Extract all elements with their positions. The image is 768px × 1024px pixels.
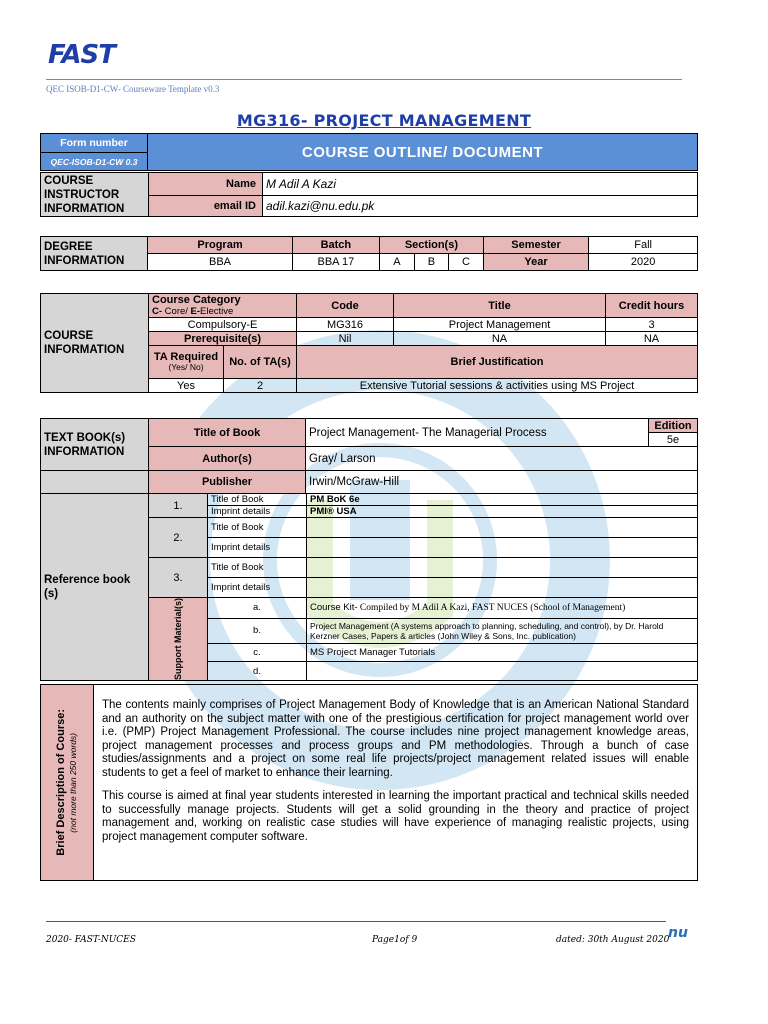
edition-value: 5e — [649, 433, 698, 447]
category-core: Core/ — [162, 305, 191, 317]
ta-required-header — [149, 346, 224, 379]
ref-3-imprint — [307, 578, 698, 598]
code-label: Code — [297, 294, 394, 318]
prereq-label: Prerequisite(s) — [149, 332, 297, 346]
form-code: QEC-ISOB-D1-CW 0.3 — [41, 153, 148, 171]
batch-value: BBA 17 — [292, 254, 379, 271]
ta-required-value: Yes — [149, 379, 224, 393]
support-c-text: MS Project Manager Tutorials — [307, 643, 698, 662]
category-c: C- — [152, 305, 163, 317]
page-title: MG316- PROJECT MANAGEMENT — [236, 111, 532, 130]
instructor-email: adil.kazi@nu.edu.pk — [263, 196, 698, 217]
support-material-label: Support Material(s) — [173, 598, 183, 681]
support-a-text — [307, 598, 698, 619]
header-rule — [46, 79, 682, 80]
reference-table — [40, 493, 698, 681]
instructor-name: M Adil A Kazi — [263, 173, 698, 196]
name-label: Name — [149, 173, 263, 196]
ref-1-imprint-label: Imprint details — [208, 506, 307, 518]
description-table — [40, 684, 698, 881]
footer-date: dated: 30th August 2020 — [556, 935, 670, 945]
ta-count-value: 2 — [224, 379, 297, 393]
support-d-text — [307, 662, 698, 681]
category-e: E- — [190, 305, 201, 317]
ref-3-imprint-label: Imprint details — [208, 578, 307, 598]
template-version: QEC ISOB-D1-CW- Courseware Template v0.3 — [46, 84, 220, 94]
support-a-lead: Course Kit- — [310, 602, 358, 614]
fast-logo: FAST — [48, 40, 115, 70]
ref-2-imprint — [307, 538, 698, 558]
degree-section-label: DEGREE INFORMATION — [41, 237, 148, 271]
section-b: B — [414, 254, 449, 271]
category-value: Compulsory-E — [149, 318, 297, 332]
ref-3-title-label: Title of Book — [208, 558, 307, 578]
ref-1-title-label: Title of Book — [208, 494, 307, 506]
batch-label: Batch — [292, 237, 379, 254]
ref-3-num: 3. — [149, 558, 208, 598]
publisher-label: Publisher — [149, 471, 306, 494]
category-header — [149, 294, 297, 318]
ref-2-num: 2. — [149, 518, 208, 558]
ta-required-label: TA Required — [153, 351, 219, 363]
sections-label: Section(s) — [380, 237, 484, 254]
credit-value: 3 — [606, 318, 698, 332]
semester-label: Semester — [483, 237, 589, 254]
book-title-label: Title of Book — [149, 419, 306, 447]
year-label: Year — [483, 254, 589, 271]
book-title-value: Project Management- The Managerial Process — [306, 419, 649, 447]
program-value: BBA — [148, 254, 292, 271]
nu-logo: nu — [668, 925, 688, 941]
support-b-text: Project Management (A systems approach to planning, scheduling, and control), by Dr. Harold Kerzner Cases, Papers & articles (John Wiley & Sons, Inc. publication) — [307, 618, 698, 643]
support-b-letter: b. — [208, 618, 307, 643]
prereq-credit: NA — [606, 332, 698, 346]
description-paragraph-1: The contents mainly comprises of Project Management Body of Knowledge that is an American National Standard and an authority on the subject matter with one of the prestigious certification for project management world over i.e. (PMP) Project Management Professional. The course includes nine project management knowledge areas, project management processes and process groups and PM methodologies. Through a bunch of case studies/assignments and a project on some real life projects/project management related issues will enable students to get a feel of market to enhance their learning. — [102, 699, 689, 779]
prereq-code: Nil — [297, 332, 394, 346]
support-c-letter: c. — [208, 643, 307, 662]
code-value: MG316 — [297, 318, 394, 332]
description-sub: (not more than 250 words) — [68, 732, 78, 833]
semester-value: Fall — [589, 237, 698, 254]
degree-table — [40, 236, 698, 271]
ref-1-imprint: PMI® USA — [307, 506, 698, 518]
author-label: Author(s) — [149, 447, 306, 471]
ref-1-num: 1. — [149, 494, 208, 518]
category-label: Course Category — [152, 293, 241, 306]
author-value: Gray/ Larson — [306, 447, 698, 471]
section-c: C — [449, 254, 484, 271]
ref-3-title — [307, 558, 698, 578]
edition-label: Edition — [649, 419, 698, 433]
year-value: 2020 — [589, 254, 698, 271]
justification-value: Extensive Tutorial sessions & activities using MS Project — [297, 379, 698, 393]
prereq-title: NA — [394, 332, 606, 346]
footer-rule — [46, 921, 666, 922]
instructor-section-label: COURSE INSTRUCTOR INFORMATION — [41, 173, 149, 217]
support-a-body: Compiled by M Adil A Kazi, FAST NUCES (School of Management) — [357, 603, 626, 614]
support-material-label-cell — [149, 598, 208, 681]
description-label-cell — [41, 685, 94, 881]
ref-2-imprint-label: Imprint details — [208, 538, 307, 558]
support-d-letter: d. — [208, 662, 307, 681]
form-header-table — [40, 133, 698, 171]
ta-required-sub: (Yes/ No) — [168, 362, 204, 372]
textbook-label-spacer — [41, 471, 149, 494]
footer-page: Page1of 9 — [372, 935, 418, 945]
textbook-table — [40, 418, 698, 494]
ta-count-label: No. of TA(s) — [224, 346, 297, 379]
instructor-table — [40, 172, 698, 217]
footer-left: 2020- FAST-NUCES — [46, 935, 136, 945]
support-a-letter: a. — [208, 598, 307, 619]
ref-2-title-label: Title of Book — [208, 518, 307, 538]
course-outline-title: COURSE OUTLINE/ DOCUMENT — [148, 134, 698, 171]
publisher-value: Irwin/McGraw-Hill — [306, 471, 698, 494]
course-title-value: Project Management — [394, 318, 606, 332]
section-a: A — [380, 254, 415, 271]
description-body — [94, 685, 698, 881]
category-elective: Elective — [200, 305, 234, 317]
reference-section-label: Reference book (s) — [41, 494, 149, 681]
email-label: email ID — [149, 196, 263, 217]
credit-label: Credit hours — [606, 294, 698, 318]
description-label: Brief Description of Course: — [55, 709, 67, 856]
title-label: Title — [394, 294, 606, 318]
course-info-table — [40, 293, 698, 393]
ref-2-title — [307, 518, 698, 538]
program-label: Program — [148, 237, 292, 254]
form-number-label: Form number — [41, 134, 148, 153]
description-paragraph-2: This course is aimed at final year students interested in learning the important practical and technical skills needed to successfully manage projects. Students will get a solid grounding in the theory and practice of project management and, working on realistic case studies will have experience of managing realistic projects, using project management computer software. — [102, 790, 689, 843]
course-section-label: COURSE INFORMATION — [41, 294, 149, 393]
textbook-section-label: TEXT BOOK(s) INFORMATION — [41, 419, 149, 471]
ref-1-title: PM BoK 6e — [307, 494, 698, 506]
justification-label: Brief Justification — [297, 346, 698, 379]
